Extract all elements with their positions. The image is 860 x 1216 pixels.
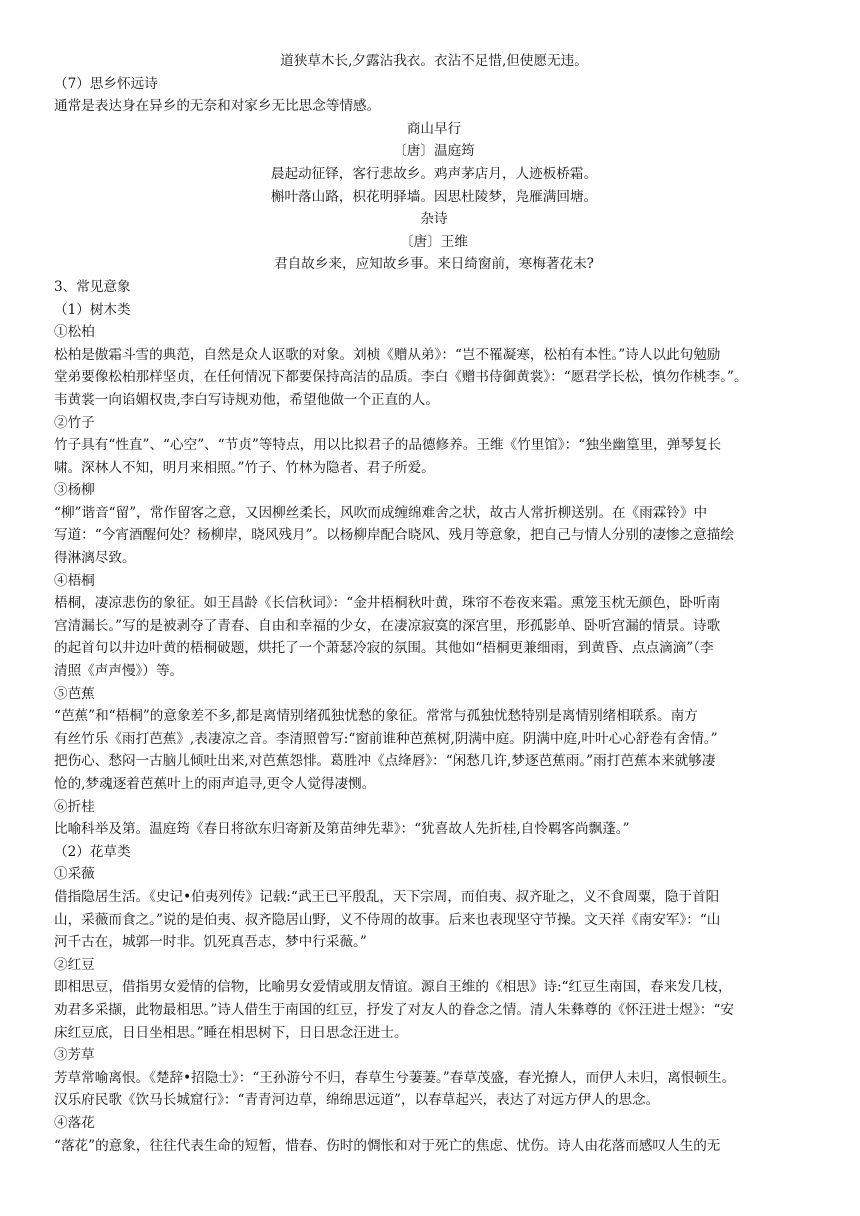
paragraph-line: “落花”的意象，往往代表生命的短暂，惜春、伤时的惆怅和对于死亡的焦虑、忧伤。诗人由花落而感叹人生的无 bbox=[54, 1137, 721, 1154]
paragraph-line: 松柏是傲霜斗雪的典范，自然是众人讴歌的对象。刘桢《赠从弟》：“岂不罹凝寒，松柏有本性。”诗人以此句勉励 bbox=[54, 346, 721, 363]
paragraph-line: 劝君多采撷，此物最相思。”诗人借生于南国的红豆，抒发了对友人的眷念之情。清人朱彝尊的《怀汪进士煜》：“安 bbox=[54, 1001, 734, 1018]
paragraph bbox=[54, 434, 814, 479]
paragraph-line: 有丝竹乐《雨打芭蕉》,表凄凉之音。李清照曾写:“窗前谁种芭蕉树,阴满中庭。阴满中庭,叶叶心心舒卷有舍情。” bbox=[54, 730, 718, 747]
paragraph-line: 写道：“今宵酒醒何处？杨柳岸，晓风残月”。以杨柳岸配合晓风、残月等意象，把自己与情人分别的凄惨之意描绘 bbox=[54, 527, 734, 544]
paragraph bbox=[54, 705, 814, 795]
paragraph bbox=[54, 976, 814, 1044]
centered-line: 〔唐〕王维 bbox=[400, 233, 468, 250]
centered-line: 杂诗 bbox=[420, 211, 448, 228]
paragraph-line: 山，采薇而食之。”说的是伯夷、叔齐隐居山野，义不侍周的故事。后来也表现坚守节操。文天祥《南安军》：“山 bbox=[54, 911, 721, 928]
text-line: （1）树木类 bbox=[54, 301, 131, 318]
paragraph-line: “芭蕉”和“梧桐”的意象差不多,都是离情别绪孤独忧愁的象征。常常与孤独忧愁特别是离情别绪相联系。南方 bbox=[54, 708, 698, 725]
paragraph bbox=[54, 344, 814, 412]
paragraph-line: 河千古在，城郭一时非。饥死真吾志，梦中行采薇。” bbox=[54, 934, 367, 951]
text-line: ④落花 bbox=[54, 1114, 95, 1131]
text-line: ⑥折桂 bbox=[54, 798, 95, 815]
paragraph-line: 床红豆底，日日坐相思。”睡在相思树下，日日思念汪进士。 bbox=[54, 1024, 408, 1041]
paragraph-line: 韦黄裳一向谄媚权贵,李白写诗规劝他，希望他做一个正直的人。 bbox=[54, 391, 439, 408]
centered-line: 槲叶落山路，枳花明驿墙。因思杜陵梦，凫雁满回塘。 bbox=[270, 188, 598, 205]
paragraph-line: 即相思豆，借指男女爱情的信物，比喻男女爱情或朋友情谊。源自王维的《相思》诗:“红豆生南国，春来发几枝， bbox=[54, 979, 732, 996]
paragraph-line: 汉乐府民歌《饮马长城窟行》：“青青河边草，绵绵思远道”，以春草起兴，表达了对远方伊人的思念。 bbox=[54, 1092, 660, 1109]
paragraph bbox=[54, 592, 814, 682]
paragraph bbox=[54, 502, 814, 570]
document-page bbox=[54, 50, 814, 1157]
paragraph bbox=[54, 818, 814, 841]
text-line: ①松柏 bbox=[54, 324, 95, 341]
text-line: 3、常见意象 bbox=[54, 278, 131, 295]
text-line: ②竹子 bbox=[54, 414, 95, 431]
paragraph-line: 梧桐，凄凉悲伤的象征。如王昌龄《长信秋词》：“金井梧桐秋叶黄，珠帘不卷夜来霜。熏笼玉枕无颜色，卧听南 bbox=[54, 595, 721, 612]
paragraph-line: 怆的,梦魂逐着芭蕉叶上的雨声追寻,更令人觉得凄恻。 bbox=[54, 776, 376, 792]
text-line: ③杨柳 bbox=[54, 482, 95, 499]
paragraph-line: 宫清漏长。”写的是被剥夺了青春、自由和幸福的少女，在凄凉寂寞的深宫里，形孤影单、卧听宫漏的情景。诗歌 bbox=[54, 617, 721, 634]
text-line: ④梧桐 bbox=[54, 572, 95, 589]
text-line: ①采薇 bbox=[54, 866, 95, 883]
text-line: ③芳草 bbox=[54, 1047, 95, 1064]
paragraph-line: 芳草常喻离恨。《楚辞•招隐士》：“王孙游兮不归，春草生兮萋萋。”春草茂盛，春光撩人，而伊人未归，离恨顿生。 bbox=[54, 1069, 736, 1086]
paragraph-line: 堂弟要像松柏那样坚贞，在任何情况下都要保持高洁的品质。李白《赠书侍御黄裳》：“愿君学长松，慎勿作桃李。”。 bbox=[54, 369, 748, 386]
paragraph bbox=[54, 1067, 814, 1112]
paragraph-line: 比喻科举及第。温庭筠《春日将欲东归寄新及第苗绅先辈》：“犹喜故人先折桂,自怜羁客尚飘蓬。” bbox=[54, 821, 630, 838]
paragraph-line: 把伤心、愁闷一古脑儿倾吐出来,对芭蕉怨悱。葛胜冲《点绛唇》：“闲愁几许,梦逐芭蕉雨。”雨打芭蕉本来就够凄 bbox=[54, 753, 716, 770]
paragraph-line: “柳”谐音“留”，常作留客之意，又因柳丝柔长，风吹而成缠绵难舍之状，故古人常折柳送别。在《雨霖铃》中 bbox=[54, 504, 708, 521]
paragraph-line: 清照《声声慢》）等。 bbox=[54, 663, 184, 680]
paragraph-line: 竹子具有“性直”、“心空”、“节贞”等特点，用以比拟君子的品德修养。王维《竹里馆》：“独坐幽篁里，弹琴复长 bbox=[54, 437, 722, 454]
text-line: （2）花草类 bbox=[54, 843, 131, 860]
centered-line: 道狭草木长,夕露沾我衣。衣沾不足惜,但使愿无违。 bbox=[280, 53, 588, 69]
text-line: ②红豆 bbox=[54, 956, 95, 973]
centered-line: 商山早行 bbox=[406, 120, 462, 137]
paragraph-line: 借指隐居生活。《史记•伯夷列传》记载:“武王已平殷乱，天下宗周，而伯夷、叔齐耻之，义不食周粟，隐于首阳 bbox=[54, 888, 720, 905]
centered-line: 〔唐〕温庭筠 bbox=[393, 143, 475, 160]
paragraph-line: 的起首句以井边叶黄的梧桐破题，烘托了一个萧瑟冷寂的氛围。其他如“梧桐更兼细雨，到黄昏、点点滴滴”（李 bbox=[54, 640, 714, 657]
paragraph-line: 得淋漓尽致。 bbox=[54, 550, 136, 567]
centered-line: 君自故乡来，应知故乡事。来日绮窗前，寒梅著花未? bbox=[274, 256, 594, 273]
text-line: （7）思乡怀远诗 bbox=[54, 75, 158, 92]
text-line: 通常是表达身在异乡的无奈和对家乡无比思念等情感。 bbox=[54, 98, 381, 115]
paragraph bbox=[54, 1135, 814, 1158]
text-line: ⑤芭蕉 bbox=[54, 685, 95, 702]
paragraph bbox=[54, 886, 814, 954]
centered-line: 晨起动征铎，客行悲故乡。鸡声茅店月，人迹板桥霜。 bbox=[270, 165, 598, 182]
paragraph-line: 啸。深林人不知，明月来相照。”竹子、竹林为隐者、君子所爱。 bbox=[54, 459, 435, 476]
